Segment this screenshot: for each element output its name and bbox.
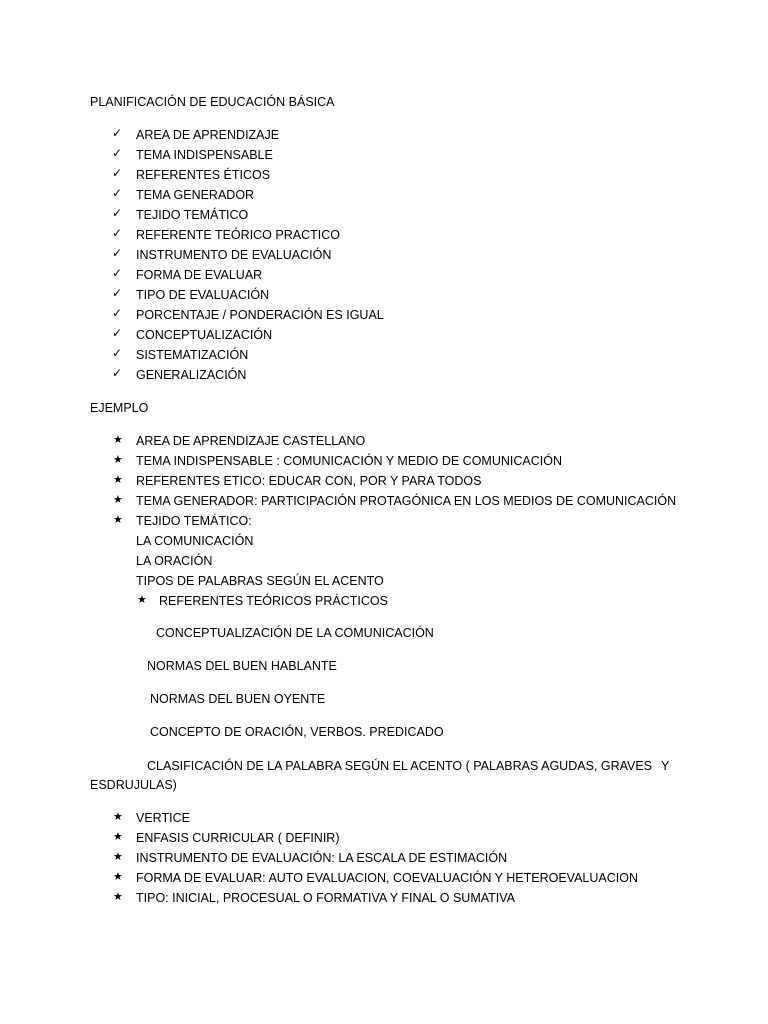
checkmark-icon: ✓ xyxy=(112,126,123,140)
checklist-item: CONCEPTUALIZACIÓN xyxy=(136,328,273,342)
checklist-item: AREA DE APRENDIZAJE xyxy=(136,128,280,142)
tejido-subitem: LA COMUNICACIÓN xyxy=(136,534,254,548)
star-icon: ★ xyxy=(113,830,123,843)
final-item: ENFASIS CURRICULAR ( DEFINIR) xyxy=(136,831,340,845)
checkmark-icon: ✓ xyxy=(112,206,123,220)
checklist-item: REFERENTES ÉTICOS xyxy=(136,168,271,182)
star-icon: ★ xyxy=(113,453,123,466)
checklist-item: TEMA GENERADOR xyxy=(136,188,255,202)
referentes-line: NORMAS DEL BUEN OYENTE xyxy=(150,692,326,706)
final-item: FORMA DE EVALUAR: AUTO EVALUACION, COEVALUACIÓN Y HETEROEVALUACION xyxy=(136,871,638,885)
tejido-subitem: TIPOS DE PALABRAS SEGÚN EL ACENTO xyxy=(136,574,384,588)
checkmark-icon: ✓ xyxy=(112,326,123,340)
example-item: REFERENTES ETICO: EDUCAR CON, POR Y PARA TODOS xyxy=(136,474,482,488)
checklist-item: REFERENTE TEÓRICO PRACTICO xyxy=(136,228,340,242)
checklist-item: FORMA DE EVALUAR xyxy=(136,268,263,282)
checklist-item: TEJIDO TEMÁTICO xyxy=(136,208,249,222)
star-icon: ★ xyxy=(113,870,123,883)
star-icon: ★ xyxy=(113,493,123,506)
checklist-item: PORCENTAJE / PONDERACIÓN ES IGUAL xyxy=(136,308,384,322)
clasificacion-line: CLASIFICACIÓN DE LA PALABRA SEGÚN EL ACENTO ( PALABRAS AGUDAS, GRAVES xyxy=(147,759,653,773)
star-icon: ★ xyxy=(113,513,123,526)
tejido-subitem: LA ORACIÓN xyxy=(136,554,213,568)
star-icon: ★ xyxy=(113,473,123,486)
checkmark-icon: ✓ xyxy=(112,246,123,260)
checkmark-icon: ✓ xyxy=(112,346,123,360)
referentes-item: REFERENTES TEÓRICOS PRÁCTICOS xyxy=(159,594,388,608)
checkmark-icon: ✓ xyxy=(112,286,123,300)
checklist-item: SISTEMATIZACIÓN xyxy=(136,348,249,362)
star-icon: ★ xyxy=(113,850,123,863)
checkmark-icon: ✓ xyxy=(112,306,123,320)
referentes-line: CONCEPTUALIZACIÓN DE LA COMUNICACIÓN xyxy=(156,626,434,640)
checklist-item: TIPO DE EVALUACIÓN xyxy=(136,288,270,302)
final-item: TIPO: INICIAL, PROCESUAL O FORMATIVA Y FINAL O SUMATIVA xyxy=(136,891,516,905)
example-heading: EJEMPLO xyxy=(90,401,149,415)
checkmark-icon: ✓ xyxy=(112,146,123,160)
example-item: TEMA GENERADOR: PARTICIPACIÓN PROTAGÓNICA EN LOS MEDIOS DE COMUNICACIÓN xyxy=(136,494,677,508)
example-item: TEMA INDISPENSABLE : COMUNICACIÓN Y MEDIO DE COMUNICACIÓN xyxy=(136,454,562,468)
final-item: INSTRUMENTO DE EVALUACIÓN: LA ESCALA DE ESTIMACIÓN xyxy=(136,851,508,865)
checkmark-icon: ✓ xyxy=(112,166,123,180)
document-title: PLANIFICACIÓN DE EDUCACIÓN BÁSICA xyxy=(90,95,335,109)
checklist-item: TEMA INDISPENSABLE xyxy=(136,148,273,162)
example-item: AREA DE APRENDIZAJE CASTELLANO xyxy=(136,434,366,448)
clasificacion-line: ESDRUJULAS) xyxy=(90,778,177,792)
star-icon: ★ xyxy=(113,890,123,903)
referentes-line: NORMAS DEL BUEN HABLANTE xyxy=(147,659,337,673)
star-icon: ★ xyxy=(113,810,123,823)
checklist-item: GENERALIZACIÓN xyxy=(136,368,247,382)
checklist-item: INSTRUMENTO DE EVALUACIÓN xyxy=(136,248,332,262)
star-icon: ★ xyxy=(113,433,123,446)
example-item: TEJIDO TEMÁTICO: xyxy=(136,514,252,528)
referentes-line: CONCEPTO DE ORACIÓN, VERBOS. PREDICADO xyxy=(150,725,444,739)
checkmark-icon: ✓ xyxy=(112,266,123,280)
checkmark-icon: ✓ xyxy=(112,186,123,200)
final-item: VERTICE xyxy=(136,811,190,825)
clasificacion-line-end: Y xyxy=(661,759,670,773)
checkmark-icon: ✓ xyxy=(112,226,123,240)
checkmark-icon: ✓ xyxy=(112,366,123,380)
star-icon: ★ xyxy=(137,593,147,606)
